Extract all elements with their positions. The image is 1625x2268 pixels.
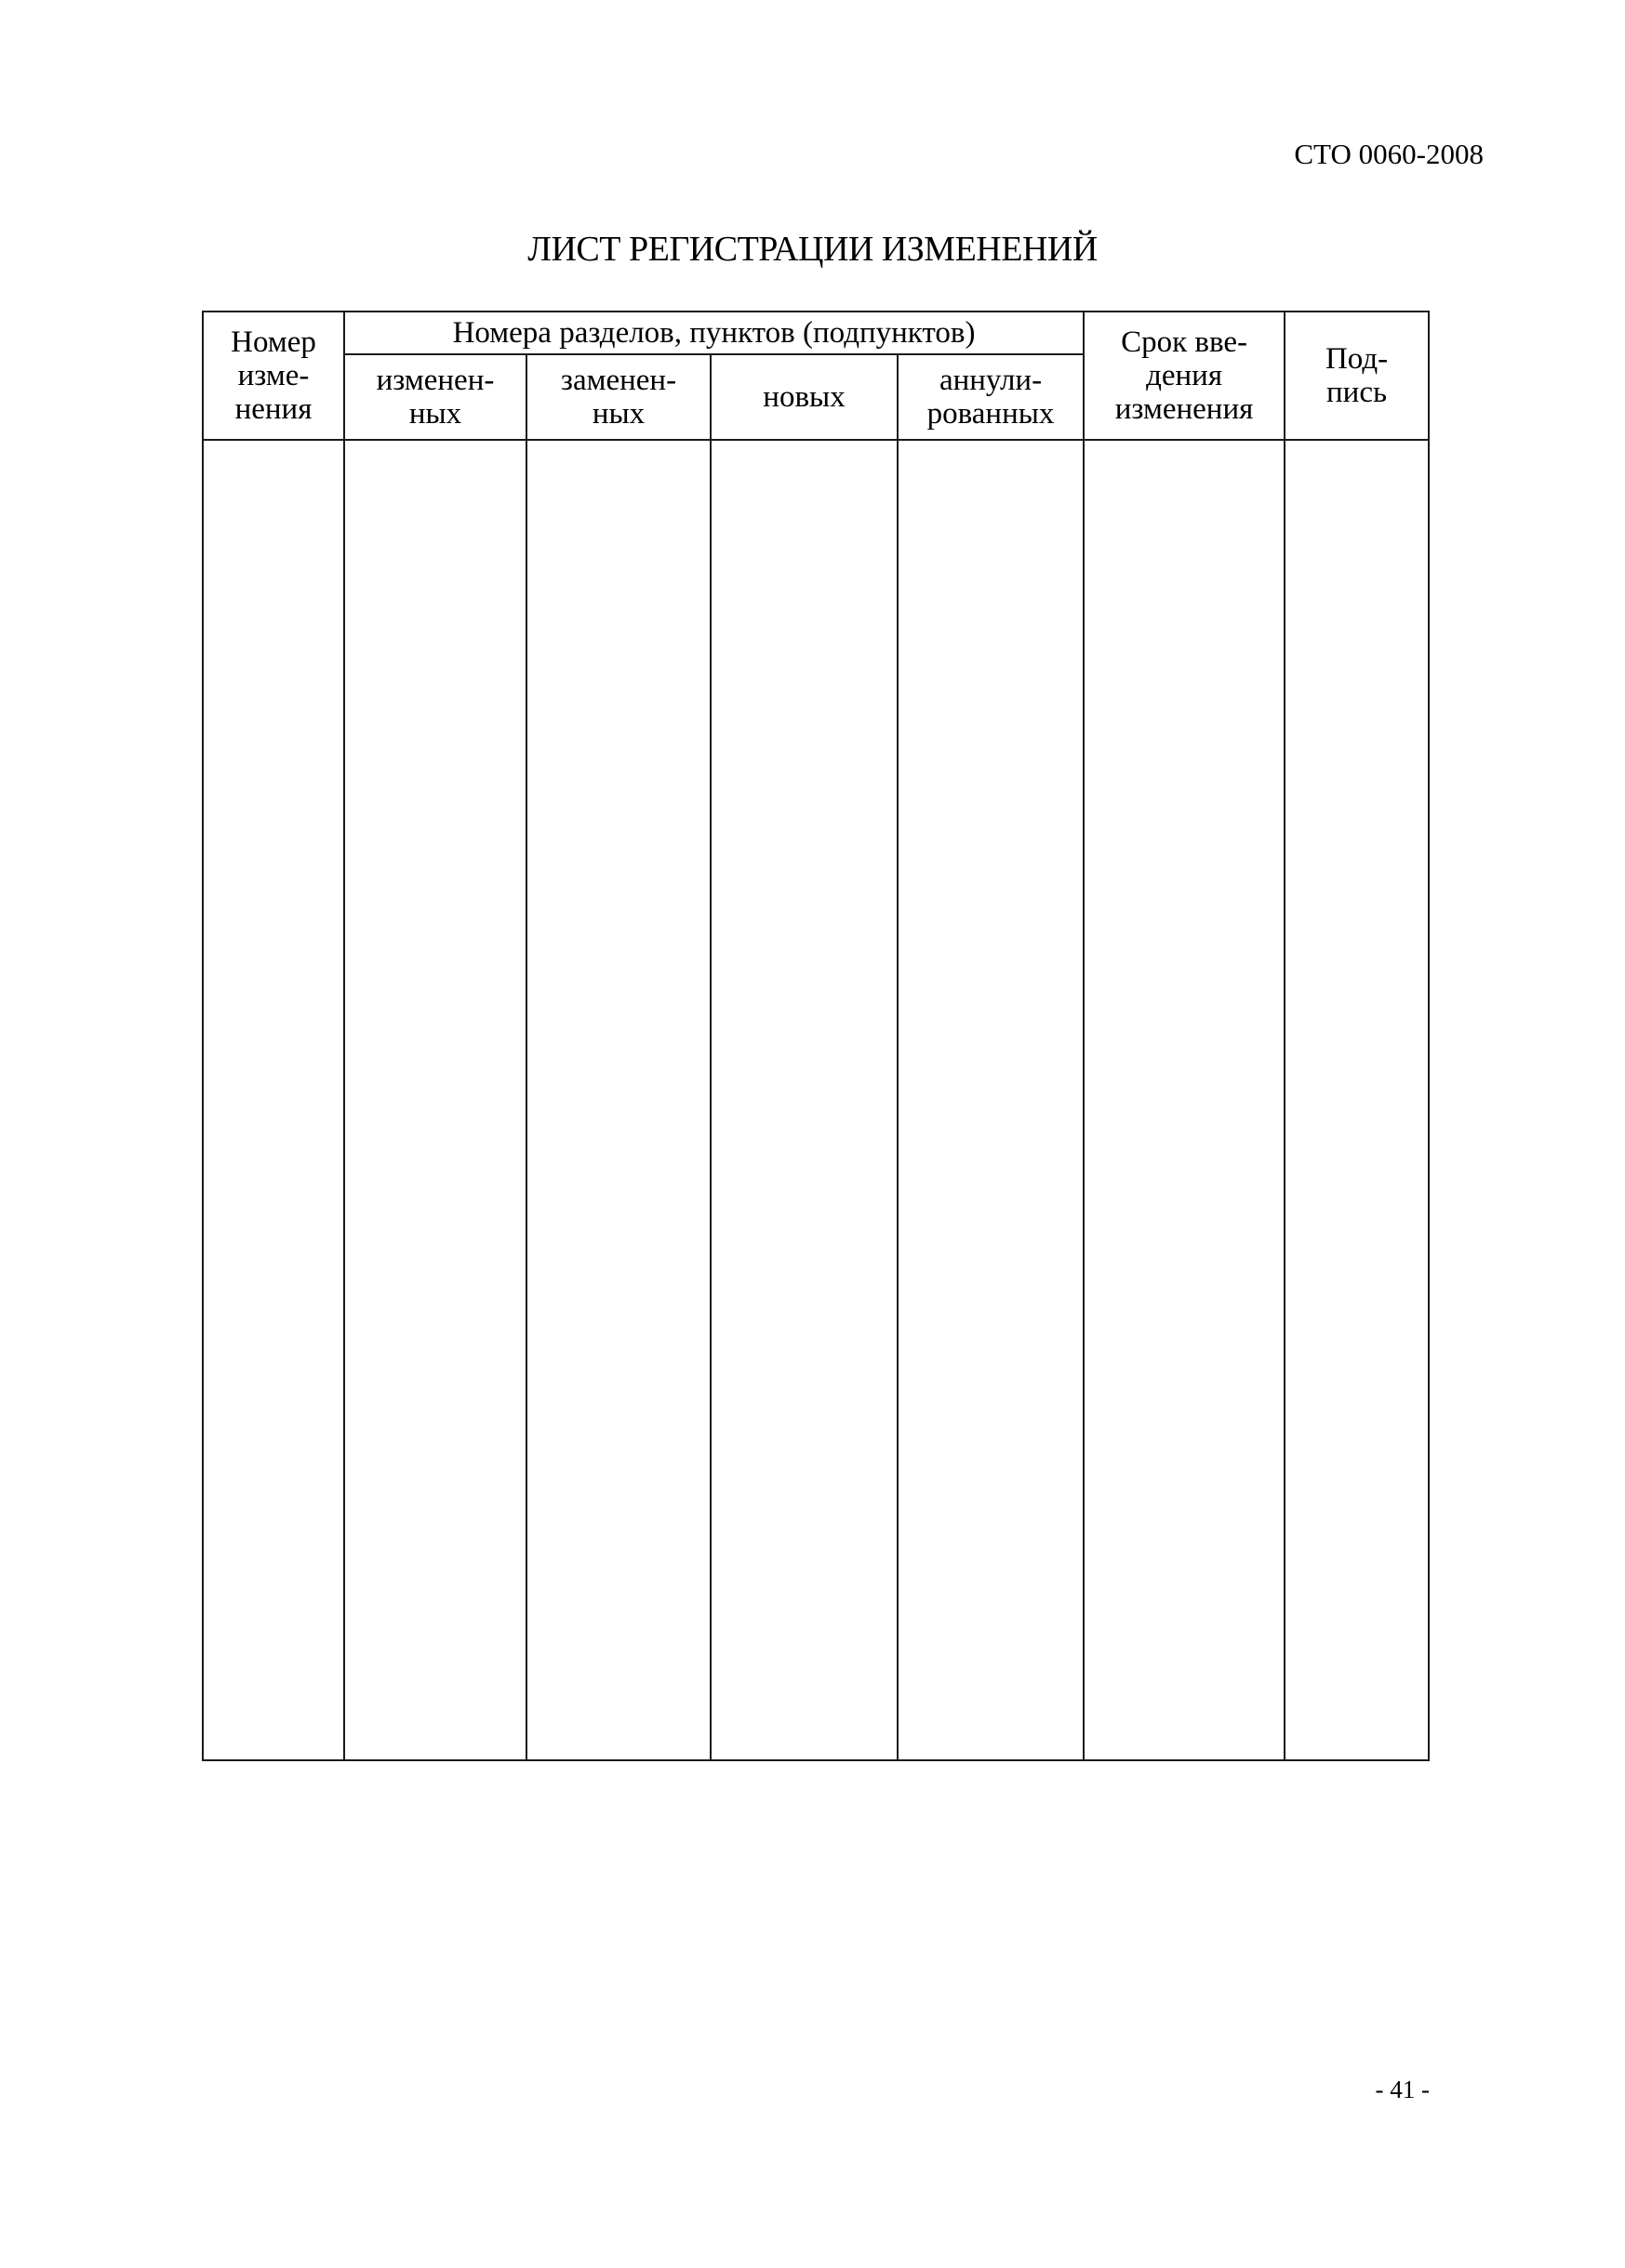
header-change-number — [203, 312, 344, 440]
header-new-label: новых — [763, 380, 846, 414]
table-header-row-1 — [203, 312, 1429, 354]
header-replaced — [526, 354, 711, 440]
header-intro-date-label: Срок вве- дения изменения — [1114, 325, 1254, 426]
body-cell-replaced — [526, 440, 711, 1760]
table-body-row — [203, 440, 1429, 1760]
body-cell-annulled — [898, 440, 1084, 1760]
body-cell-changed — [344, 440, 526, 1760]
header-new — [711, 354, 898, 440]
page-title: ЛИСТ РЕГИСТРАЦИИ ИЗМЕНЕНИЙ — [527, 230, 1098, 269]
header-annulled — [898, 354, 1084, 440]
header-signature — [1285, 312, 1429, 440]
header-annulled-label: аннули- рованных — [926, 364, 1055, 431]
body-cell-signature — [1285, 440, 1429, 1760]
body-cell-change-number — [203, 440, 344, 1760]
body-cell-intro-date — [1084, 440, 1285, 1760]
header-section-numbers — [344, 312, 1084, 354]
document-code: СТО 0060-2008 — [1294, 138, 1484, 170]
header-replaced-label: заменен- ных — [560, 364, 677, 431]
header-change-number-label: Номер изме- нения — [231, 325, 316, 426]
change-registration-table — [202, 311, 1430, 1761]
header-section-numbers-label: Номера разделов, пунктов (подпунктов) — [452, 316, 976, 350]
header-intro-date — [1084, 312, 1285, 440]
header-changed — [344, 354, 526, 440]
header-signature-label: Под- пись — [1325, 342, 1389, 409]
body-cell-new — [711, 440, 898, 1760]
page-number: - 41 - — [1375, 2076, 1430, 2103]
header-changed-label: изменен- ных — [376, 364, 495, 431]
